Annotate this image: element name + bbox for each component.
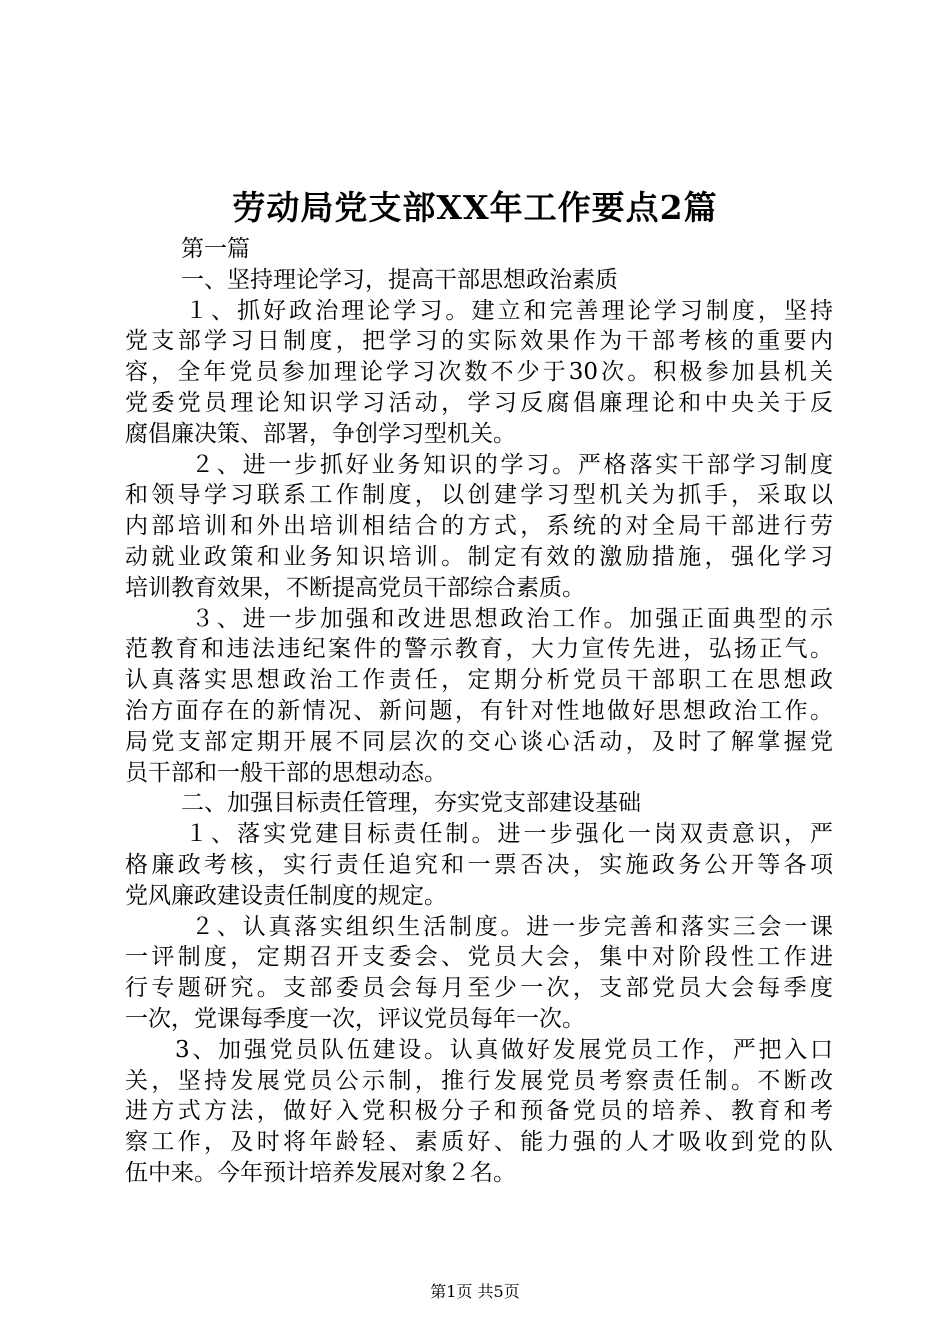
paragraph-2 xyxy=(125,450,833,604)
paragraph-line: 党风廉政建设责任制度的规定。 xyxy=(125,882,447,909)
paragraph-line: 一次，党课每季度一次，评议党员每年一次。 xyxy=(125,1005,585,1032)
paragraph-line: 伍中来。今年预计培养发展对象２名。 xyxy=(125,1159,516,1186)
paragraph-line: 治方面存在的新情况、新问题，有针对性地做好思想政治工作。 xyxy=(125,697,833,724)
paragraph-line: ２、认真落实组织生活制度。进一步完善和落实三会一课 xyxy=(191,913,833,940)
paragraph-3 xyxy=(125,604,833,789)
paragraph-line: １、落实党建目标责任制。进一步强化一岗双责意识，严 xyxy=(185,821,833,848)
paragraph-line: 格廉政考核，实行责任追究和一票否决，实施政务公开等各项 xyxy=(125,851,833,878)
paragraph-1 xyxy=(125,296,833,450)
document-title: 劳动局党支部XX年工作要点2篇 xyxy=(232,188,718,227)
paragraph-line: 腐倡廉决策、部署，争创学习型机关。 xyxy=(125,420,516,447)
paragraph-line: 认真落实思想政治工作责任，定期分析党员干部职工在思想政 xyxy=(125,667,833,694)
paragraph-line: 进方式方法，做好入党积极分子和预备党员的培养、教育和考 xyxy=(125,1098,833,1125)
paragraph-line: 3、加强党员队伍建设。认真做好发展党员工作，严把入口 xyxy=(175,1036,833,1063)
paragraph-4 xyxy=(125,819,833,911)
paragraph-line: 局党支部定期开展不同层次的交心谈心活动，及时了解掌握党 xyxy=(125,728,833,755)
paragraph-line: 党委党员理论知识学习活动，学习反腐倡廉理论和中央关于反 xyxy=(125,389,833,416)
paragraph-line: 容，全年党员参加理论学习次数不少于30次。积极参加县机关 xyxy=(125,359,833,386)
heading-1: 一、坚持理论学习，提高干部思想政治素质 xyxy=(181,266,618,293)
paragraph-line: ２、进一步抓好业务知识的学习。严格落实干部学习制度 xyxy=(191,451,833,478)
paragraph-6 xyxy=(125,1035,833,1189)
paragraph-line: 动就业政策和业务知识培训。制定有效的激励措施，强化学习 xyxy=(125,543,833,570)
paragraph-line: 培训教育效果，不断提高党员干部综合素质。 xyxy=(125,574,585,601)
paragraph-5 xyxy=(125,912,833,1035)
paragraph-line: 行专题研究。支部委员会每月至少一次，支部党员大会每季度 xyxy=(125,975,833,1002)
paragraph-line: 内部培训和外出培训相结合的方式，系统的对全局干部进行劳 xyxy=(125,513,833,540)
paragraph-line: 党支部学习日制度，把学习的实际效果作为干部考核的重要内 xyxy=(125,328,833,355)
page-footer: 第1页 共5页 xyxy=(430,1282,520,1301)
paragraph-line: 范教育和违法违纪案件的警示教育，大力宣传先进，弘扬正气。 xyxy=(125,636,833,663)
section-label: 第一篇 xyxy=(181,236,250,262)
paragraph-line: 员干部和一般干部的思想动态。 xyxy=(125,759,447,786)
paragraph-line: １、抓好政治理论学习。建立和完善理论学习制度，坚持 xyxy=(185,297,833,324)
paragraph-line: ３、进一步加强和改进思想政治工作。加强正面典型的示 xyxy=(191,605,833,632)
document-body xyxy=(125,234,833,1189)
paragraph-line: 关，坚持发展党员公示制，推行发展党员考察责任制。不断改 xyxy=(125,1067,833,1094)
heading-2: 二、加强目标责任管理，夯实党支部建设基础 xyxy=(181,790,641,817)
paragraph-line: 和领导学习联系工作制度，以创建学习型机关为抓手，采取以 xyxy=(125,482,833,509)
paragraph-line: 察工作，及时将年龄轻、素质好、能力强的人才吸收到党的队 xyxy=(125,1129,833,1156)
paragraph-line: 一评制度，定期召开支委会、党员大会，集中对阶段性工作进 xyxy=(125,944,833,971)
